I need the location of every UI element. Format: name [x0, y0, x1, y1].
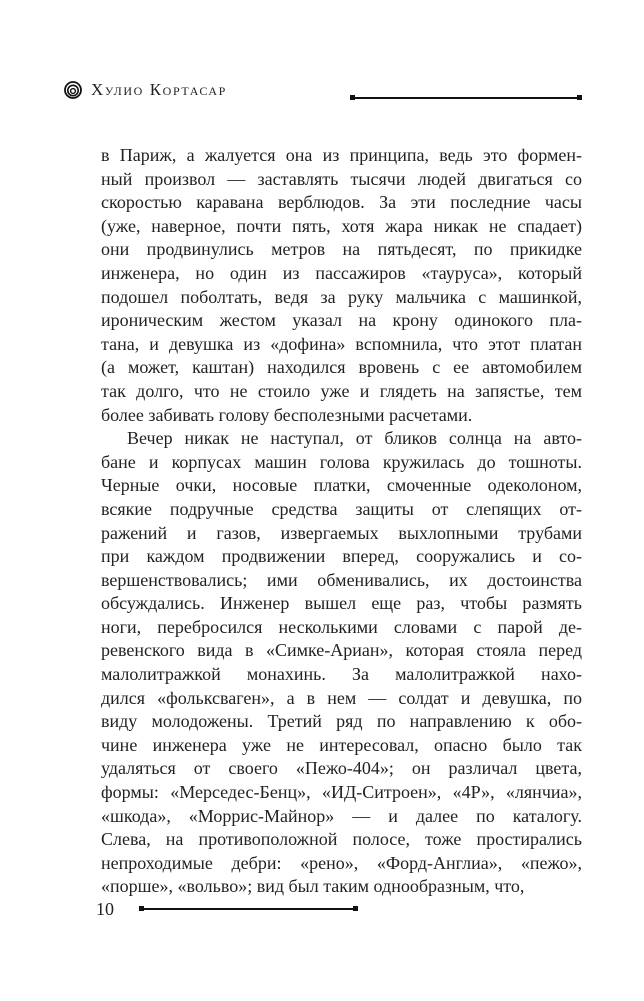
text-line: в Париж, а жалуется она из принципа, ведь это формен- — [101, 145, 582, 165]
paragraph — [101, 144, 582, 427]
text-line: вершенствовались; ими обменивались, их достоинства — [101, 569, 582, 590]
text-line: ноги, перебросился несколькими словами с парой де- — [101, 616, 582, 637]
text-line: ный произвол — заставлять тысячи людей двигаться со — [101, 168, 582, 189]
text-line: непроходимые дебри: «рено», «Форд-Англиа», «пежо», — [101, 852, 582, 873]
text-line: «шкода», «Моррис-Майнор» — и далее по каталогу. — [101, 805, 582, 826]
text-line: малолитражкой монахинь. За малолитражкой нахо- — [101, 664, 582, 685]
text-line: чине инженера уже не интересовал, опасно было так — [101, 734, 582, 755]
body-text — [101, 144, 582, 899]
text-line: инженера, но один из пассажиров «тауруса», который — [101, 262, 582, 283]
text-line: (а может, каштан) находился вровень с ее автомобилем — [101, 357, 582, 378]
text-line: ражений и газов, извергаемых выхлопными трубами — [101, 522, 582, 543]
footer-rule — [141, 908, 356, 910]
text-line: дился «фольксваген», а в нем — солдат и девушка, по — [101, 687, 582, 708]
header-rule — [352, 97, 580, 99]
text-line: виду молодожены. Третий ряд по направлению к обо- — [101, 711, 582, 732]
text-line: удаляться от своего «Пежо-404»; он различал цвета, — [101, 758, 582, 779]
text-line: при каждом продвижении вперед, сооружались и со- — [101, 546, 582, 567]
text-line: так долго, что не стоило уже и глядеть на запястье, тем — [101, 380, 582, 401]
text-line: Слева, на противоположной полосе, тоже простирались — [101, 829, 582, 850]
page-number: 10 — [96, 899, 114, 919]
running-header-author: Хулио Кортасар — [91, 80, 227, 99]
text-line: Вечер никак не наступал, от бликов солнца на авто- — [127, 428, 582, 449]
text-line: формы: «Мерседес-Бенц», «ИД-Ситроен», «4Р», «лянчиа», — [101, 782, 582, 803]
text-line: более забивать голову бесполезными расчетами. — [101, 404, 473, 425]
text-line: Черные очки, носовые платки, смоченные одеколоном, — [101, 475, 582, 496]
text-line: скоростью каравана верблюдов. За эти последние часы — [101, 192, 582, 213]
text-line: обсуждались. Инженер вышел еще раз, чтобы размять — [101, 593, 582, 614]
text-line: они продвинулись метров на пятьдесят, по прикидке — [101, 239, 582, 260]
text-line: подошел поболтать, ведя за руку мальчика с машинкой, — [101, 286, 582, 307]
text-line: ироническим жестом указал на крону одинокого пла- — [101, 310, 582, 331]
text-line: (уже, наверное, почти пять, хотя жара никак не спадает) — [101, 215, 582, 236]
text-line: «порше», «вольво»; вид был таким однообразным, что, — [101, 876, 525, 897]
paragraph — [101, 427, 582, 899]
text-line: всякие подручные средства защиты от слепящих от- — [101, 498, 582, 519]
text-line: тана, и девушка из «дофина» вспомнила, что этот платан — [101, 333, 582, 354]
spiral-icon — [64, 81, 82, 99]
text-line: бане и корпусах машин голова кружилась до тошноты. — [101, 451, 582, 472]
text-line: ревенского вида в «Симке-Ариан», которая стояла перед — [101, 640, 582, 661]
